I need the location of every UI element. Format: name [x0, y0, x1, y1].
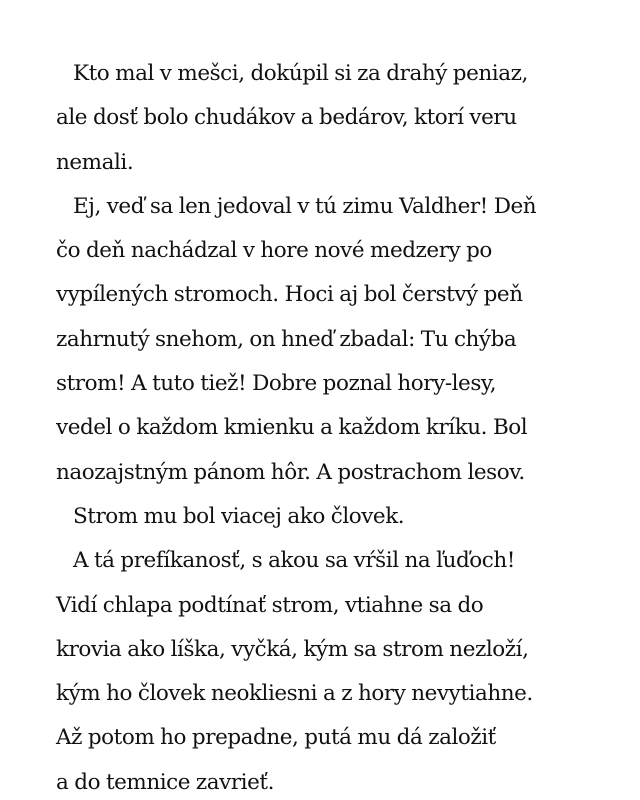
paragraph-3 [56, 495, 596, 539]
text-line: krovia ako líška, vyčká, kým sa strom nezloží, [56, 636, 529, 662]
text-line: ale dosť bolo chudákov a bedárov, ktorí veru [56, 105, 517, 131]
text-line: strom! A tuto tiež! Dobre poznal hory-lesy, [56, 371, 497, 397]
page-text [56, 52, 596, 800]
text-line: čo deň nachádzal v hore nové medzery po [56, 238, 492, 264]
text-line: Vidí chlapa podtínať strom, vtiahne sa do [56, 592, 484, 618]
text-line: nemali. [56, 149, 134, 175]
text-line: Ej, veď sa len jedoval v tú zimu Valdher! Deň [73, 193, 537, 219]
text-line: vedel o každom kmienku a každom kríku. Bol [56, 415, 528, 441]
paragraph-1 [56, 52, 596, 185]
text-line: vypílených stromoch. Hoci aj bol čerstvý peň [56, 282, 523, 308]
paragraph-4 [56, 539, 596, 800]
text-line: a do temnice zavrieť. [56, 769, 274, 795]
text-line: kým ho človek neokliesni a z hory nevytiahne. [56, 681, 533, 707]
text-line: Kto mal v mešci, dokúpil si za drahý peniaz, [73, 61, 528, 86]
text-line: Strom mu bol viacej ako človek. [73, 503, 405, 529]
text-line: zahrnutý snehom, on hneď zbadal: Tu chýba [56, 326, 517, 352]
text-line: Až potom ho prepadne, putá mu dá založiť [56, 725, 496, 751]
text-line: naozajstným pánom hôr. A postrachom lesov. [56, 459, 525, 485]
text-line: A tá prefíkanosť, s akou sa vŕšil na ľuďoch! [73, 548, 515, 574]
paragraph-2 [56, 185, 596, 495]
